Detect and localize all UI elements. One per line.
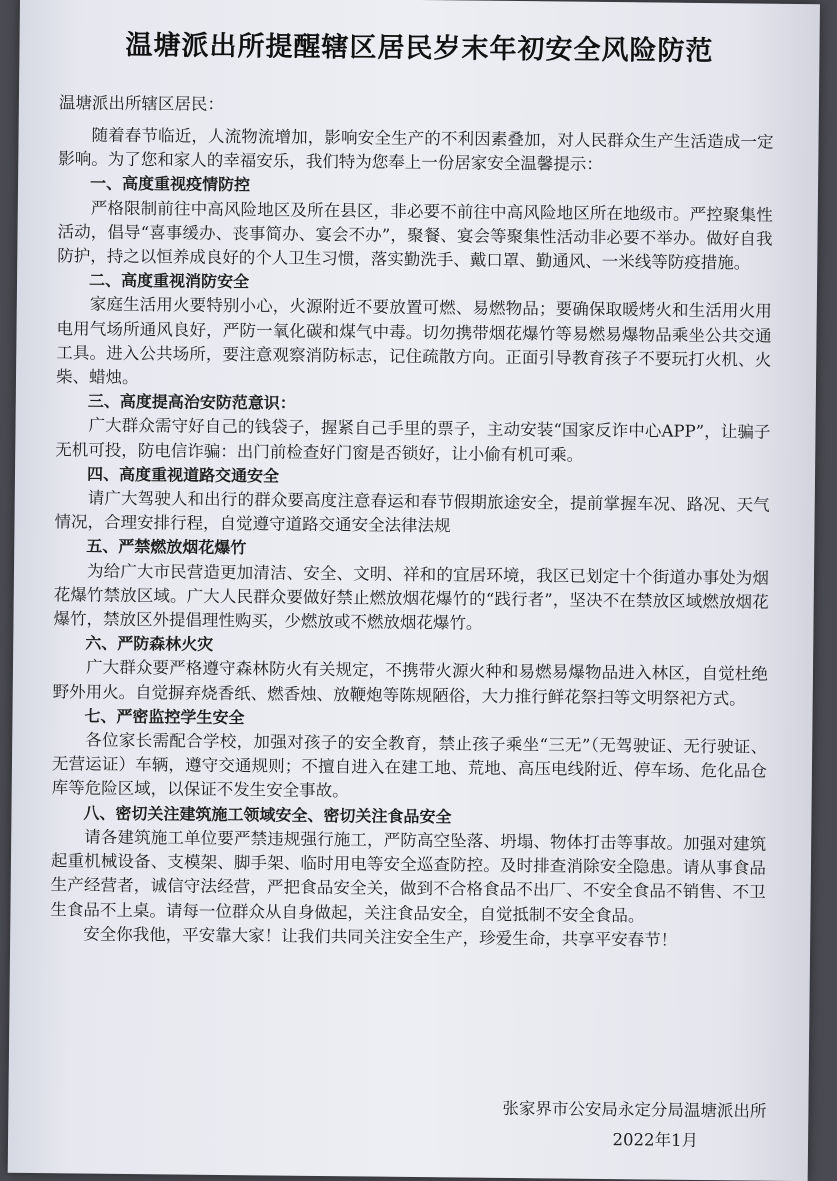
closing-slogan: 安全你我他，平安靠大家！让我们共同关注安全生产，珍爱生命，共享平安春节！ <box>83 924 678 950</box>
section-text-fireworks: 为给广大市民营造更加清洁、安全、文明、祥和的宜居环境，我区已划定十个街道办事处为烟花爆竹禁放区域。广大人民群众要做好禁止燃放烟花爆竹的“践行者”，坚决不在禁放区域燃放烟花爆竹，禁放区外提倡理性购买，少燃放或不燃放烟花爆竹。 <box>53 561 770 633</box>
notice-paper <box>8 0 820 1181</box>
section-heading-security: 三、高度提高治安防范意识： <box>87 391 296 413</box>
section-heading-fire: 二、高度重视消防安全 <box>88 270 250 292</box>
section-heading-epidemic: 一、高度重视疫情防控 <box>89 173 251 195</box>
section-heading-fireworks: 五、严禁燃放烟花爆竹 <box>86 536 247 558</box>
section-text-construction-food: 请各建筑施工单位要严禁违规强行施工，严防高空坠落、坍塌、物体打击等事故。加强对建筑起重机械设备、支模架、脚手架、临时用电等安全巡查防控。及时排查消除安全隐患。请从事食品生产经营者，诚信守法经营，严把食品安全关，做到不合格食品不出厂、不安全食品不销售、不卫生食品不上桌。请每一位群众从自身做起，关注食品安全，自觉抵制不安全食品。 <box>50 827 767 925</box>
section-heading-construction-food: 八、密切关注建筑施工领域安全、密切关注食品安全 <box>83 803 452 827</box>
section-text-fire: 家庭生活用火要特别小心，火源附近不要放置可燃、易燃物品；要确保取暖烤火和生活用火用电用气场所通风良好，严防一氧化碳和煤气中毒。切勿携带烟花爆竹等易燃易爆物品乘坐公共交通工具。进入公共场所，要注意观察消防标志，记住疏散方向。正面引导教育孩子不要玩打火机、火柴、蜡烛。 <box>55 294 772 388</box>
section-heading-traffic: 四、高度重视道路交通安全 <box>86 464 280 486</box>
section-heading-students: 七、严密监控学生安全 <box>84 706 245 728</box>
section-text-forest-fire: 广大群众要严格遵守森林防火有关规定，不携带火源火种和易燃易爆物品进入林区，自觉杜绝野外用火。自觉摒弃烧香纸、燃香烛、放鞭炮等陈规陋俗，大力推行鲜花祭扫等文明祭祀方式。 <box>52 658 769 709</box>
salutation: 温塘派出所辖区居民： <box>58 93 224 114</box>
intro-paragraph: 随着春节临近，人流物流增加，影响安全生产的不利因素叠加，对人民群众生产生活造成一定影响。为了您和家人的幸福安乐，我们特为您奉上一份居家安全温馨提示： <box>58 125 774 175</box>
signature-block <box>502 1094 767 1157</box>
section-text-security: 广大群众需守好自己的钱袋子，握紧自己手里的票子，主动安装“国家反诈中心APP”，让骗子无机可投，防电信诈骗：出门前检查好门窗是否锁好，让小偷有机可乘。 <box>55 415 771 465</box>
section-text-students: 各位家长需配合学校，加强对孩子的安全教育，禁止孩子乘坐“三无”（无驾驶证、无行驶证、无营运证）车辆，遵守交通规则；不擅自进入在建工地、荒地、高压电线附近、停车场、危化品仓库等危险区域，以保证不发生安全事故。 <box>51 730 768 801</box>
section-text-epidemic: 严格限制前往中高风险地区及所在县区，非必要不前往中高风险地区所在地级市。严控聚集性活动，倡导“喜事缓办、丧事简办、宴会不办”，聚餐、宴会等聚集性活动非必要不举办。做好自我防护，持之以恒养成良好的个人卫生习惯，落实勤洗手、戴口罩、勤通风、一米线等防疫措施。 <box>57 198 773 273</box>
signature-date: 2022年1月 <box>612 1130 699 1150</box>
notice-title: 温塘派出所提醒辖区居民岁末年初安全风险防范 <box>125 29 714 68</box>
section-heading-forest-fire: 六、严防森林火灾 <box>85 633 214 655</box>
section-text-traffic: 请广大驾驶人和出行的群众要高度注意春运和春节假期旅途安全，提前掌握车况、路况、天气情况，合理安排行程，自觉遵守道路交通安全法律法规 <box>54 488 770 536</box>
notice-body <box>50 123 774 953</box>
signature-organization: 张家界市公安局永定分局温塘派出所 <box>502 1098 767 1121</box>
